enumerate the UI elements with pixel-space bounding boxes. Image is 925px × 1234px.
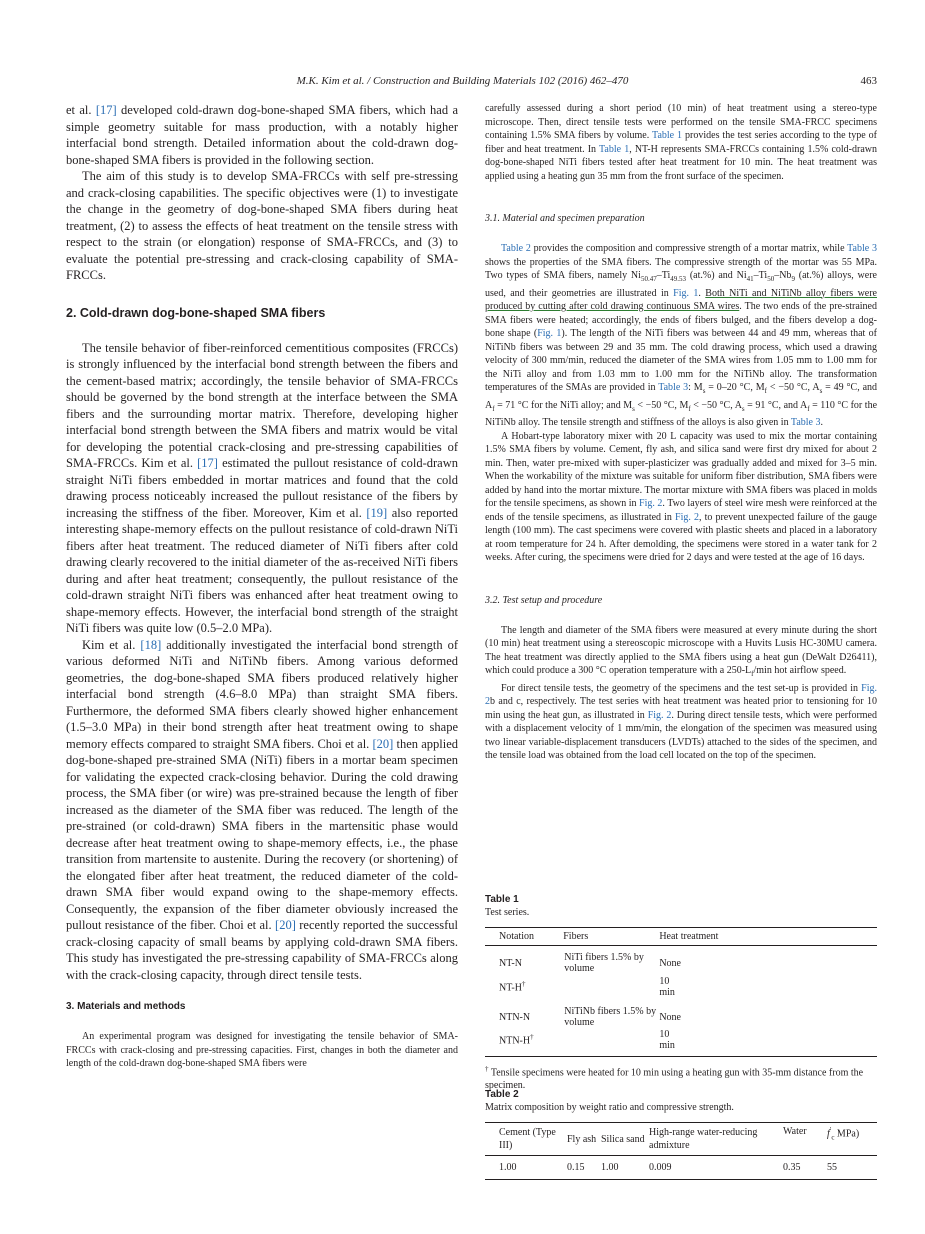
ref-link[interactable]: [19] xyxy=(366,505,388,520)
table-header: Fibers xyxy=(563,931,589,942)
table-footnote: † Tensile specimens were heated for 10 min using a heating gun with 35-mm distance from the specimen. xyxy=(485,1065,864,1092)
table-link[interactable]: Table 3 xyxy=(790,417,821,428)
table-caption: Table 2 Matrix composition by weight ratio and compressive strength. xyxy=(485,1089,734,1113)
running-header-title: M.K. Kim et al. / Construction and Building Materials 102 (2016) 462–470 xyxy=(296,75,629,87)
table-link[interactable]: Table 3 xyxy=(658,382,689,393)
table-header: Notation xyxy=(499,931,534,942)
table-header: Fly ash xyxy=(567,1133,597,1145)
section-heading: 2. Cold-drawn dog-bone-shaped SMA fibers xyxy=(66,305,326,320)
figure-link[interactable]: Fig. 2 xyxy=(639,498,663,509)
table-link[interactable]: Table 1 xyxy=(599,143,630,155)
table-1 xyxy=(485,893,877,1092)
table-row: NT-N NiTi fibers 1.5% by volume None xyxy=(499,952,681,974)
table-link[interactable]: Table 2 xyxy=(501,243,531,254)
table-row: NT-H† 10 min xyxy=(499,976,675,998)
ref-link[interactable]: [17] xyxy=(197,456,218,470)
table-link[interactable]: Table 3 xyxy=(847,243,877,254)
right-column xyxy=(485,102,877,763)
subsection-heading: 3.1. Material and specimen preparation xyxy=(485,213,645,224)
figure-link[interactable]: Fig. 1 xyxy=(537,328,562,339)
table-2 xyxy=(485,1088,877,1180)
paragraph: carefully assessed during a short period (10 min) of heat treatment using a stereo-type microscope. Then, direct tensile tests were performed on the tensile SMA-FRCC specimens containing 1.5% SMA fibers by volume. Table 1 provides the test series according to the type of fiber and heat treatment. In Table 1, NT-H represents SMA-FRCCs containing 1.5% cold-drawn dog-bone-shaped NiTi fibers tested after heat treatment for 10 min. The heat treatment was applied using a heating gun 35 mm from the front surface of the specimen. xyxy=(485,103,877,182)
paragraph: The tensile behavior of fiber-reinforced cementitious composites (FRCCs) is strongly influenced by the interfacial bond strength between the fibers and the cement-based matrix; accordingly, the tensile behavior of SMA-FRCCs should be governed by the bond strength at the interface between the SMA fibers and the surrounding mortar matrix. Therefore, developing higher interfacial bond strength between the SMA fibers and matrix would be vital for developing the potential crack-closing and pre-stressing capabilities of SMA-FRCCs. Kim et al. [17] estimated the pullout resistance of cold-drawn straight NiTi fibers embedded in mortar matrices and found that the cold drawing process noticeably increased the pullout resistance of the fibers by increasing the stiffness of the fiber. Moreover, Kim et al. [19] also reported interesting shape-memory effects on the pullout resistance of cold-drawn NiTi fibers after heat treatment. The reduced diameter of NiTi fibers after cold drawing clearly recovered to the initial diameter of the as-received NiTi fibers during and after heat treatment; consequently, the pullout resistance of the cold-drawn straight NiTi fibers was enhanced after heat treatment owing to shape-memory effects. However, the interfacial bond strength of the straight NiTi fibers was quite low (0.5–2.0 MPa). xyxy=(66,340,459,635)
table-row: 1.00 0.15 1.00 0.009 0.35 55 xyxy=(485,1156,877,1180)
subsection-heading: 3.2. Test setup and procedure xyxy=(485,594,603,606)
table-caption: Table 1 Test series. xyxy=(485,894,530,918)
paragraph: Kim et al. [18] additionally investigated the interfacial bond strength of various deformed NiTi and NiTiNb fibers. Among various deformed geometries, the dog-bone-shaped SMA fibers produced relatively higher interfacial bond strength (4.6–8.0 MPa) than straight SMA fibers. Furthermore, the deformed SMA fibers clearly showed higher enhancement (1.5–3.0 MPa) in their bond strength after heat treatment owing to shape memory effects compared to straight SMA fibers. Choi et al. [20] then applied dog-bone-shaped pre-strained SMA (NiTi) fibers in a mortar beam specimen for validating the expected crack-closing behavior. During the cold drawing process, the SMA fiber (or wire) was pre-strained because the length of fiber increased as the diameter of the SMA fiber was reduced. The length of the pre-strained (or cold-drawn) SMA fibers in the martensitic phase would decrease after heat treatment owing to shape-memory effects, i.e., the phase transition from martensite to austenite. During the recovery (or shortening) of the elongated fiber after heat treatment, the reduced diameter of the cold-drawn SMA fiber would expand owing to the shape-memory effects. Consequently, the expansion of the fiber diameter obviously increased the pullout resistance of the fiber. Choi et al. [20] recently reported the successful crack-closing capacity of small beams by applying cold-drawn SMA fibers. This study has investigated the pre-stressing capability of SMA-FRCCs along with the crack-closing capacity, through direct tensile tests. xyxy=(66,637,458,982)
table-header: Cement (Type III) xyxy=(499,1127,556,1151)
paragraph: An experimental program was designed for investigating the tensile behavior of SMA-FRCCs with crack-closing and pre-stressing capacities. First, changes in both the diameter and length of the cold-drawn dog-bone-shaped SMA fibers were xyxy=(66,1031,458,1069)
ref-link[interactable]: [20] xyxy=(372,736,394,751)
table-header: Heat treatment xyxy=(659,931,719,942)
table-1-grid xyxy=(485,927,877,1057)
paragraph: The aim of this study is to develop SMA-FRCCs with self pre-stressing and crack-closing capabilities. The specific objectives were (1) to investigate the change in the geometry of dog-bone-shaped SMA fibers during heat treatment, (2) to assess the effects of heat treatment on the tensile stress with respect to the strain (or elongation) response of SMA-FRCCs, and (3) to evaluate the potential pre-stressing and crack-closing capability of SMA-FRCCs. xyxy=(66,169,458,282)
table-row: NTN-H† 10 min xyxy=(485,1029,877,1057)
ref-link[interactable]: [20] xyxy=(275,918,296,932)
table-2-grid xyxy=(485,1122,877,1180)
running-header xyxy=(0,75,925,91)
figure-link[interactable]: Fig. 2 xyxy=(647,709,672,721)
table-header: Water xyxy=(783,1126,807,1137)
ref-link[interactable]: [17] xyxy=(95,103,117,117)
table-header: Silica sand xyxy=(601,1133,645,1145)
page-number: 463 xyxy=(860,75,877,87)
paragraph: et al. [17] developed cold-drawn dog-bone-shaped SMA fibers, which had a simple geometry suitable for mass production, with a notably higher interfacial bond strength. Detailed information about the cold-drawn dog-bone-shaped SMA fibers is provided in the following section. xyxy=(66,103,458,167)
ref-link[interactable]: [18] xyxy=(140,637,162,652)
figure-link[interactable]: Fig. 2 xyxy=(485,682,877,707)
highlighted-sentence: Both NiTi and NiTiNb alloy fibers were produced by cutting after cold drawing continuous SMA wires xyxy=(485,287,877,312)
paragraph: For direct tensile tests, the geometry of the specimens and the test set-up is provided in Fig. 2b and c, respectively. The test series with heat treatment was heated prior to tensioning for 10 min using the heat gun, as illustrated in Fig. 2. During direct tensile tests, which were performed with a displacement velocity of 1 mm/min, the elongation of the specimen was measured using two linear variable-displacement transducers (LVDTs) attached to the sides of the specimen, and the tensile load was obtained from the load cell located on the top of the specimen. xyxy=(485,682,877,761)
left-column xyxy=(66,102,458,1071)
paragraph: Table 2 provides the composition and compressive strength of a mortar matrix, while Table 3 shows the properties of the SMA fibers. The compressive strength of the mortar was 55 MPa. Two types of SMA fibers, namely $Ni_{50.47}-Ti_{49.53}$ (at.%) and $Ni_{41}-Ti_{50}-Nb_9$ (at.%) alloys, were used, and their geometries are illustrated in Fig. 1. Both NiTi and NiTiNb alloy fibers were produced by cutting after cold drawing continuous SMA wires. The two ends of the pre-strained SMA fibers were heated; accordingly, the ends of fibers bulged, and the fibers develop a dog-bone shape (Fig. 1). The length of the NiTi fibers was between 44 and 49 mm, whereas that of NiTiNb fibers was between 29 and 35 mm. The cold drawing process, which used a drawing velocity of 300 mm/min, reduced the diameter of the SMA wires from 1.05 mm to 1.00 mm for the NiTi alloy and from 1.03 mm to 1.00 mm for the NiTiNb alloy. The transformation temperatures of the SMAs are provided in Table 3: $M_s = 0-20$ °C, $M_f < -50$ °C, $A_s = 49$ °C, and $A_f = 71$ °C for the NiTi alloy; and $M_s < -50$ °C, $M_f < -50$ °C, $A_s = 91$ °C, and $A_f = 110$ °C for the NiTiNb alloy. The tensile strength and stiffness of the alloys is also given in Table 3. xyxy=(485,243,878,428)
table-link[interactable]: Table 1 xyxy=(652,130,683,141)
figure-link[interactable]: Fig. 2 xyxy=(675,511,699,523)
section-heading: 3. Materials and methods xyxy=(66,1001,186,1012)
table-row: NTN-N NiTiNb fibers 1.5% by volume None xyxy=(499,1006,681,1028)
paragraph: The length and diameter of the SMA fibers were measured at every minute during the short (10 min) heat treatment using a stereoscopic microscope with a Huvits Lusis HC-30MU camera. The heat treatment was directly applied to the SMA fibers using a heat gun (DeWalt D26411), which could produce a 300 °C operation temperature with a $250-L_f/\min$ hot airflow speed. xyxy=(485,624,877,678)
figure-link[interactable]: Fig. 1 xyxy=(673,287,699,299)
table-header: High-range water-reducing admixture xyxy=(649,1127,758,1151)
paragraph: A Hobart-type laboratory mixer with 20 L capacity was used to mix the mortar containing 1.5% SMA fibers by volume. Cement, fly ash, and silica sand were first dry mixed for about 2 min. Then, water pre-mixed with super-plasticizer was gradually added and mixed for 3–5 min. When the workability of the mixture was suitable for uniform fiber distribution, SMA fibers were added by hand into the mortar mixture. The mortar mixture with SMA fibers was placed in molds for the tensile specimens, as shown in Fig. 2. Two layers of steel wire mesh were reinforced at the ends of the tensile specimens, as illustrated in Fig. 2, to prevent unexpected failure of the gauge length (100 mm). The cast specimens were covered with plastic sheets and placed in a laboratory at room temperature for 24 h. After demolding, the specimens were stored in a water tank for 2 weeks. After curing, the specimens were dried for 2 days and were tested at the age of 16 days. xyxy=(485,430,877,563)
table-header: $f'_c$ MPa) xyxy=(827,1126,860,1142)
